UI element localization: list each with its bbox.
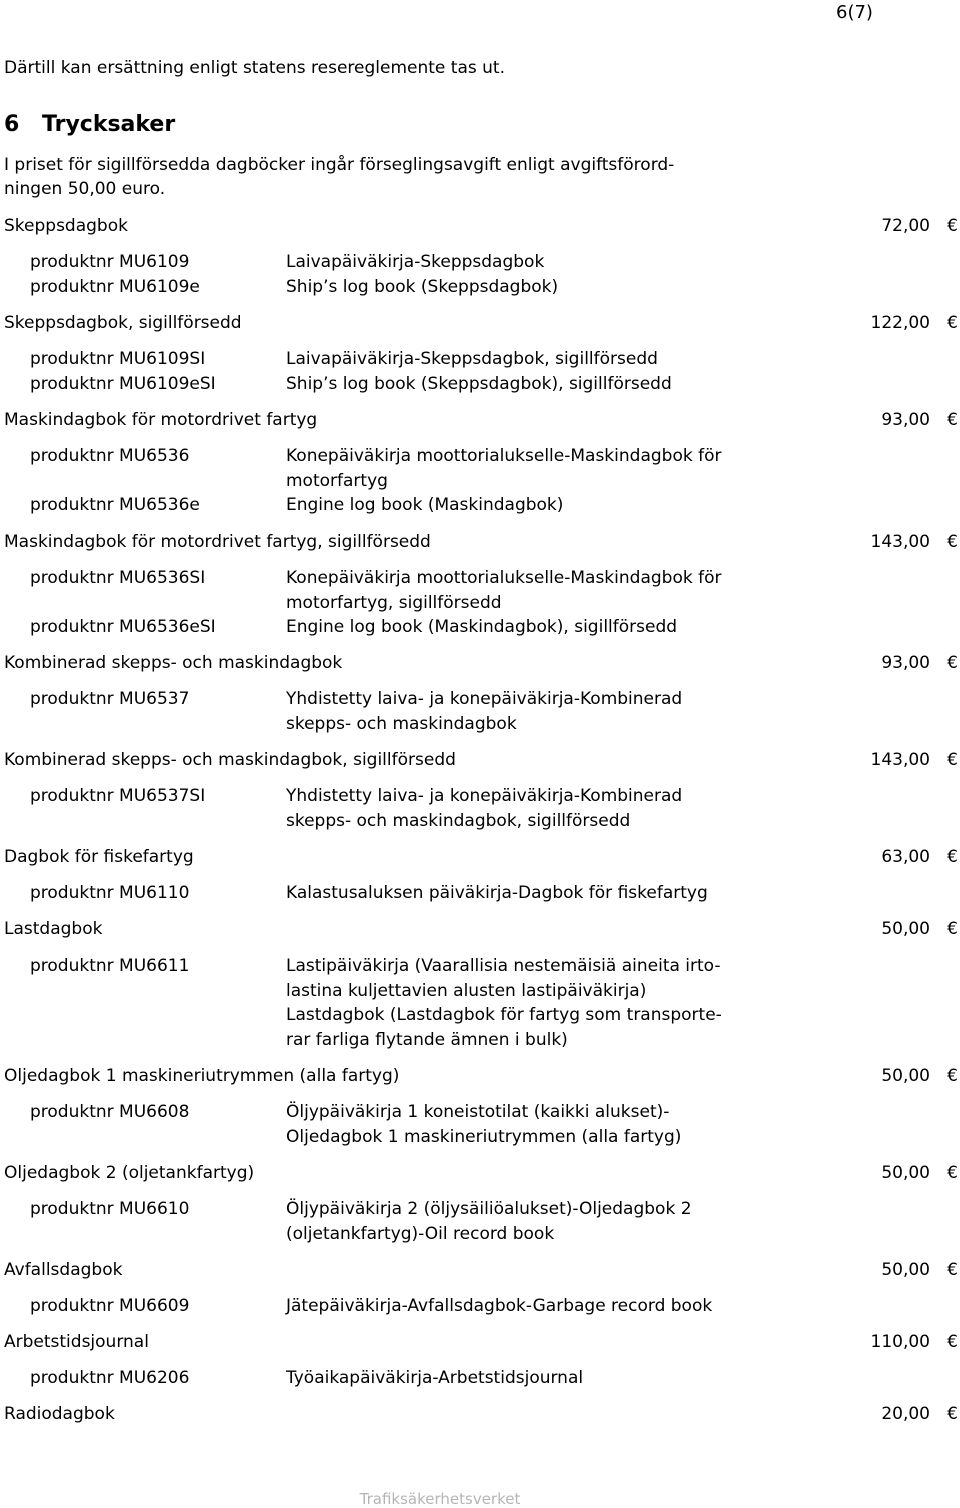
product-numbers — [30, 1100, 189, 1125]
product-description — [286, 347, 786, 396]
item-price: 50,00 — [881, 1260, 930, 1280]
price-row — [4, 214, 958, 238]
description-line: motorfartyg — [286, 470, 388, 491]
item-price: 63,00 — [881, 847, 930, 867]
euro-icon: € — [947, 919, 958, 939]
product-numbers — [30, 347, 216, 396]
product-description — [286, 954, 786, 1052]
description-line: Laivapäiväkirja-Skeppsdagbok, sigillförsedd — [286, 349, 658, 369]
item-price: 50,00 — [881, 919, 930, 939]
description-line: rar farliga flytande ämnen i bulk) — [286, 1029, 568, 1050]
euro-icon: € — [947, 653, 958, 673]
price-row — [4, 311, 958, 335]
item-name: Kombinerad skepps- och maskindagbok — [4, 653, 343, 673]
euro-icon: € — [947, 313, 958, 333]
price-row — [4, 845, 958, 869]
item-name: Lastdagbok — [4, 919, 103, 939]
section-text-line: I priset för sigillförsedda dagböcker ingår förseglingsavgift enligt avgiftsförord- — [4, 155, 675, 175]
euro-icon: € — [947, 1404, 958, 1424]
item-price: 93,00 — [881, 653, 930, 673]
product-numbers — [30, 566, 216, 640]
product-description — [286, 1100, 786, 1149]
product-numbers — [30, 784, 205, 809]
description-line: Laivapäiväkirja-Skeppsdagbok — [286, 252, 545, 272]
product-numbers — [30, 1197, 189, 1222]
item-price: 110,00 — [870, 1332, 930, 1352]
product-number: produktnr MU6611 — [30, 956, 190, 976]
item-price: 143,00 — [870, 750, 930, 770]
item-name: Maskindagbok för motordrivet fartyg, sigillförsedd — [4, 532, 431, 552]
price-row — [4, 408, 958, 432]
product-description — [286, 784, 786, 833]
product-numbers — [30, 444, 200, 518]
item-name: Oljedagbok 1 maskineriutrymmen (alla fartyg) — [4, 1066, 400, 1086]
description-line: Konepäiväkirja moottorialukselle-Maskindagbok för — [286, 568, 722, 588]
description-line: motorfartyg, sigillförsedd — [286, 592, 502, 613]
product-number: produktnr MU6109e — [30, 276, 200, 297]
description-line: Ship’s log book (Skeppsdagbok), sigillförsedd — [286, 373, 672, 394]
description-line: Lastipäiväkirja (Vaarallisia nestemäisiä aineita irto- — [286, 956, 721, 976]
item-name: Skeppsdagbok, sigillförsedd — [4, 313, 242, 333]
product-number: produktnr MU6608 — [30, 1102, 190, 1122]
product-number: produktnr MU6536e — [30, 495, 200, 515]
price-row — [4, 1402, 958, 1426]
description-line: (oljetankfartyg)-Oil record book — [286, 1223, 555, 1244]
price-row — [4, 917, 958, 941]
description-line: Ship’s log book (Skeppsdagbok) — [286, 276, 559, 297]
product-description — [286, 687, 786, 736]
item-name: Maskindagbok för motordrivet fartyg — [4, 410, 318, 430]
item-price: 50,00 — [881, 1066, 930, 1086]
product-description — [286, 250, 786, 299]
section-text — [4, 153, 674, 201]
description-line: Engine log book (Maskindagbok), sigillförsedd — [286, 617, 678, 637]
item-price: 72,00 — [881, 216, 930, 236]
product-numbers — [30, 881, 189, 906]
product-number: produktnr MU6109 — [30, 252, 190, 272]
description-line: Öljypäiväkirja 1 koneistotilat (kaikki alukset)- — [286, 1102, 670, 1122]
product-number: produktnr MU6109eSI — [30, 373, 216, 394]
product-number: produktnr MU6536SI — [30, 568, 206, 588]
footer-organization: Trafiksäkerhetsverket — [359, 1490, 521, 1508]
euro-icon: € — [947, 1066, 958, 1086]
price-row — [4, 748, 958, 772]
intro-text: Därtill kan ersättning enligt statens resereglemente tas ut. — [4, 58, 505, 78]
description-line: Oljedagbok 1 maskineriutrymmen (alla fartyg) — [286, 1126, 682, 1147]
euro-icon: € — [947, 750, 958, 770]
page-number: 6(7) — [836, 2, 873, 23]
description-line: skepps- och maskindagbok — [286, 713, 517, 734]
description-line: Yhdistetty laiva- ja konepäiväkirja-Kombinerad — [286, 689, 683, 709]
euro-icon: € — [947, 847, 958, 867]
product-number — [30, 469, 200, 494]
product-description — [286, 881, 786, 906]
product-numbers — [30, 250, 200, 299]
product-number — [30, 591, 216, 616]
product-description — [286, 1366, 786, 1391]
item-price: 143,00 — [870, 532, 930, 552]
description-line: Yhdistetty laiva- ja konepäiväkirja-Kombinerad — [286, 786, 683, 806]
euro-icon: € — [947, 1163, 958, 1183]
product-numbers — [30, 1294, 189, 1319]
item-name: Oljedagbok 2 (oljetankfartyg) — [4, 1163, 255, 1183]
item-price: 122,00 — [870, 313, 930, 333]
product-number: produktnr MU6536 — [30, 446, 190, 466]
description-line: Engine log book (Maskindagbok) — [286, 495, 564, 515]
euro-icon: € — [947, 1260, 958, 1280]
product-number: produktnr MU6610 — [30, 1199, 190, 1219]
description-line: Kalastusaluksen päiväkirja-Dagbok för fiskefartyg — [286, 883, 708, 903]
section-number: 6 — [4, 112, 20, 137]
price-row — [4, 1161, 958, 1185]
price-row — [4, 1064, 958, 1088]
description-line: lastina kuljettavien alusten lastipäiväkirja) — [286, 980, 647, 1001]
section-heading — [4, 112, 175, 137]
item-name: Kombinerad skepps- och maskindagbok, sigillförsedd — [4, 750, 456, 770]
product-number: produktnr MU6110 — [30, 883, 190, 903]
euro-icon: € — [947, 532, 958, 552]
description-line: Öljypäiväkirja 2 (öljysäiliöalukset)-Oljedagbok 2 — [286, 1199, 692, 1219]
product-numbers — [30, 954, 189, 979]
price-row — [4, 1258, 958, 1282]
product-numbers — [30, 687, 189, 712]
price-row — [4, 1330, 958, 1354]
item-name: Dagbok för fiskefartyg — [4, 847, 194, 867]
description-line: Jätepäiväkirja-Avfallsdagbok-Garbage record book — [286, 1296, 713, 1316]
item-price: 20,00 — [881, 1404, 930, 1424]
product-number: produktnr MU6109SI — [30, 349, 206, 369]
description-line: Lastdagbok (Lastdagbok för fartyg som transporte- — [286, 1005, 722, 1025]
euro-icon: € — [947, 410, 958, 430]
item-name: Radiodagbok — [4, 1404, 115, 1424]
product-description — [286, 566, 786, 640]
product-description — [286, 444, 786, 518]
item-price: 50,00 — [881, 1163, 930, 1183]
item-name: Avfallsdagbok — [4, 1260, 123, 1280]
price-row — [4, 530, 958, 554]
product-numbers — [30, 1366, 189, 1391]
item-price: 93,00 — [881, 410, 930, 430]
description-line: skepps- och maskindagbok, sigillförsedd — [286, 810, 631, 831]
product-number: produktnr MU6536eSI — [30, 617, 216, 637]
product-description — [286, 1294, 786, 1319]
section-title: Trycksaker — [42, 112, 176, 137]
description-line: Työaikapäiväkirja-Arbetstidsjournal — [286, 1368, 584, 1388]
product-number: produktnr MU6609 — [30, 1296, 190, 1316]
euro-icon: € — [947, 216, 958, 236]
product-number: produktnr MU6537 — [30, 689, 190, 709]
section-text-line: ningen 50,00 euro. — [4, 179, 166, 199]
product-number: produktnr MU6206 — [30, 1368, 190, 1388]
product-description — [286, 1197, 786, 1246]
euro-icon: € — [947, 1332, 958, 1352]
price-row — [4, 651, 958, 675]
product-number: produktnr MU6537SI — [30, 786, 206, 806]
item-name: Skeppsdagbok — [4, 216, 128, 236]
item-name: Arbetstidsjournal — [4, 1332, 149, 1352]
description-line: Konepäiväkirja moottorialukselle-Maskindagbok för — [286, 446, 722, 466]
